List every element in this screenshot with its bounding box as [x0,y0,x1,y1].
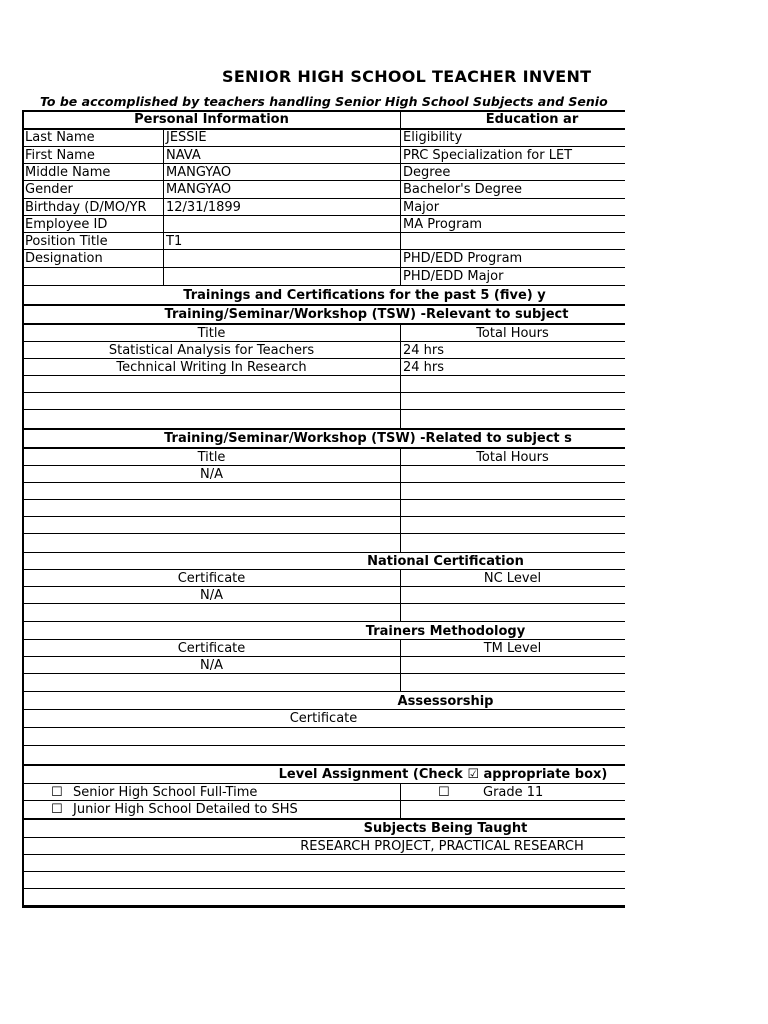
education-blank-cell [400,233,625,249]
national-cert-col-row [23,570,625,587]
designation-value[interactable] [163,250,400,267]
nc-level-col: NC Level [400,570,624,586]
level-option-label: Junior High School Detailed to SHS [73,802,298,817]
table-row [23,872,625,889]
form-subtitle: To be accomplished by teachers handling Senior High School Subjects and Senio [40,94,608,109]
section-header-row [23,110,625,130]
trainers-col-row [23,640,625,657]
tm-certificate-col: Certificate [177,641,246,656]
employee-id-value[interactable] [163,216,400,232]
table-row [23,517,625,534]
related-title[interactable] [23,483,400,499]
related-tsw-header: Training/Seminar/Workshop (TSW) -Related to subject s [164,431,572,446]
gender-label: Gender [25,182,73,197]
blank-value[interactable] [163,268,400,285]
tm-level[interactable] [400,674,625,691]
subject-entry[interactable] [23,872,625,888]
related-title[interactable] [23,500,400,516]
info-row [23,268,625,286]
nc-level[interactable] [400,587,625,603]
training-title[interactable] [23,376,400,392]
level-option-label: Grade 11 [483,785,544,800]
subject-entry[interactable] [23,889,625,905]
training-title[interactable] [23,410,400,428]
relevant-tsw-header-row [23,306,625,325]
checkbox-icon[interactable]: ☐ [51,802,63,817]
checkbox-icon[interactable]: ☐ [51,785,63,800]
national-cert-header-row [23,553,625,570]
subjects-header-row [23,820,625,838]
related-hours[interactable] [400,466,625,482]
tm-level[interactable] [400,657,625,673]
info-row [23,233,625,250]
level-option-label: Senior High School Full-Time [73,785,258,800]
blank-label [23,268,163,285]
info-row [23,147,625,164]
bachelors-degree-label: Bachelor's Degree [400,181,625,198]
tm-certificate[interactable]: N/A [200,658,223,673]
related-hours[interactable] [400,483,625,499]
first-name-label: First Name [25,148,95,163]
info-row [23,199,625,216]
table-row [23,855,625,872]
table-row [23,410,625,430]
relevant-tsw-header: Training/Seminar/Workshop (TSW) -Relevant to subject [164,307,569,322]
related-hours[interactable] [400,517,625,533]
info-row [23,250,625,268]
table-row [23,587,625,604]
related-title[interactable]: N/A [200,467,223,482]
table-row [23,657,625,674]
eligibility-label: Eligibility [400,129,625,146]
table-row [23,342,625,359]
table-row [23,534,625,553]
prc-specialization-label: PRC Specialization for LET [400,147,625,163]
birthday-label: Birthday (D/MO/YR [25,200,147,215]
assessorship-col-row [23,710,625,728]
subject-entry[interactable] [23,855,625,871]
training-title[interactable]: Statistical Analysis for Teachers [108,343,315,358]
last-name-label: Last Name [25,130,95,145]
trainers-header: Trainers Methodology [365,624,526,639]
nc-certificate[interactable] [23,604,400,621]
level-header: Level Assignment (Check ☑ appropriate box) [278,767,608,782]
info-row [23,164,625,181]
relevant-hours-col: Total Hours [400,325,624,341]
training-hours[interactable]: 24 hrs [400,359,625,375]
trainings-header: Trainings and Certifications for the past 5 (five) y [183,288,546,303]
table-row [23,604,625,622]
level-option-grade-11[interactable] [400,784,625,800]
related-hours[interactable] [400,500,625,516]
last-name-value[interactable]: JESSIE [163,129,400,146]
ma-program-label: MA Program [400,216,625,232]
table-row [23,393,625,410]
table-row [23,466,625,483]
position-title-value[interactable]: T1 [163,233,400,249]
training-hours[interactable]: 24 hrs [400,342,625,358]
gender-value[interactable]: MANGYAO [163,181,400,198]
form-title: SENIOR HIGH SCHOOL TEACHER INVENT [222,67,592,86]
training-title[interactable] [23,393,400,409]
middle-name-label: Middle Name [25,165,111,180]
table-row [23,376,625,393]
training-title[interactable]: Technical Writing In Research [116,360,307,375]
assessorship-certificate[interactable] [23,728,625,745]
phd-program-label: PHD/EDD Program [400,250,625,267]
trainings-header-row [23,286,625,306]
subject-entry[interactable]: RESEARCH PROJECT, PRACTICAL RESEARCH [300,839,584,854]
related-title-col: Title [197,450,226,465]
trainers-header-row [23,622,625,640]
birthday-value[interactable]: 12/31/1899 [163,199,400,215]
position-title-label: Position Title [25,234,108,249]
related-hours-col: Total Hours [400,449,624,465]
assessorship-header-row [23,692,625,710]
level-row [23,784,625,801]
related-title[interactable] [23,534,400,552]
assessorship-header: Assessorship [397,694,494,709]
level-blank-cell [400,801,625,818]
major-label: Major [400,199,625,215]
designation-label: Designation [25,251,103,266]
table-row [23,889,625,908]
employee-id-label: Employee ID [25,217,108,232]
related-tsw-header-row [23,430,625,449]
related-title[interactable] [23,517,400,533]
national-cert-header: National Certification [367,554,524,569]
table-row [23,359,625,376]
training-hours[interactable] [400,410,625,428]
related-col-header-row [23,449,625,466]
table-row [23,728,625,746]
info-row [23,216,625,233]
level-header-row [23,766,625,784]
level-option-jhs-detailed[interactable] [23,801,400,818]
assessorship-certificate-col: Certificate [289,711,358,726]
phd-major-label: PHD/EDD Major [400,268,625,285]
table-row [23,483,625,500]
tm-certificate[interactable] [23,674,400,691]
level-option-shs-full-time[interactable] [23,784,400,800]
personal-info-header: Personal Information [134,112,289,127]
education-header: Education ar [400,110,625,128]
first-name-value[interactable]: NAVA [163,147,400,163]
nc-certificate[interactable]: N/A [200,588,223,603]
info-row [23,129,625,147]
table-row [23,674,625,692]
training-hours[interactable] [400,393,625,409]
table-row [23,746,625,766]
nc-certificate-col: Certificate [177,571,246,586]
training-hours[interactable] [400,376,625,392]
tm-level-col: TM Level [400,640,624,656]
nc-level[interactable] [400,604,625,621]
assessorship-certificate[interactable] [23,746,625,764]
table-row [23,500,625,517]
level-row [23,801,625,820]
subjects-header: Subjects Being Taught [363,821,528,836]
middle-name-value[interactable]: MANGYAO [163,164,400,180]
table-row [23,838,625,855]
info-row [23,181,625,199]
relevant-title-col: Title [197,326,226,341]
related-hours[interactable] [400,534,625,552]
checkbox-icon[interactable]: ☐ [438,785,450,800]
degree-label: Degree [400,164,625,180]
relevant-col-header-row [23,325,625,342]
